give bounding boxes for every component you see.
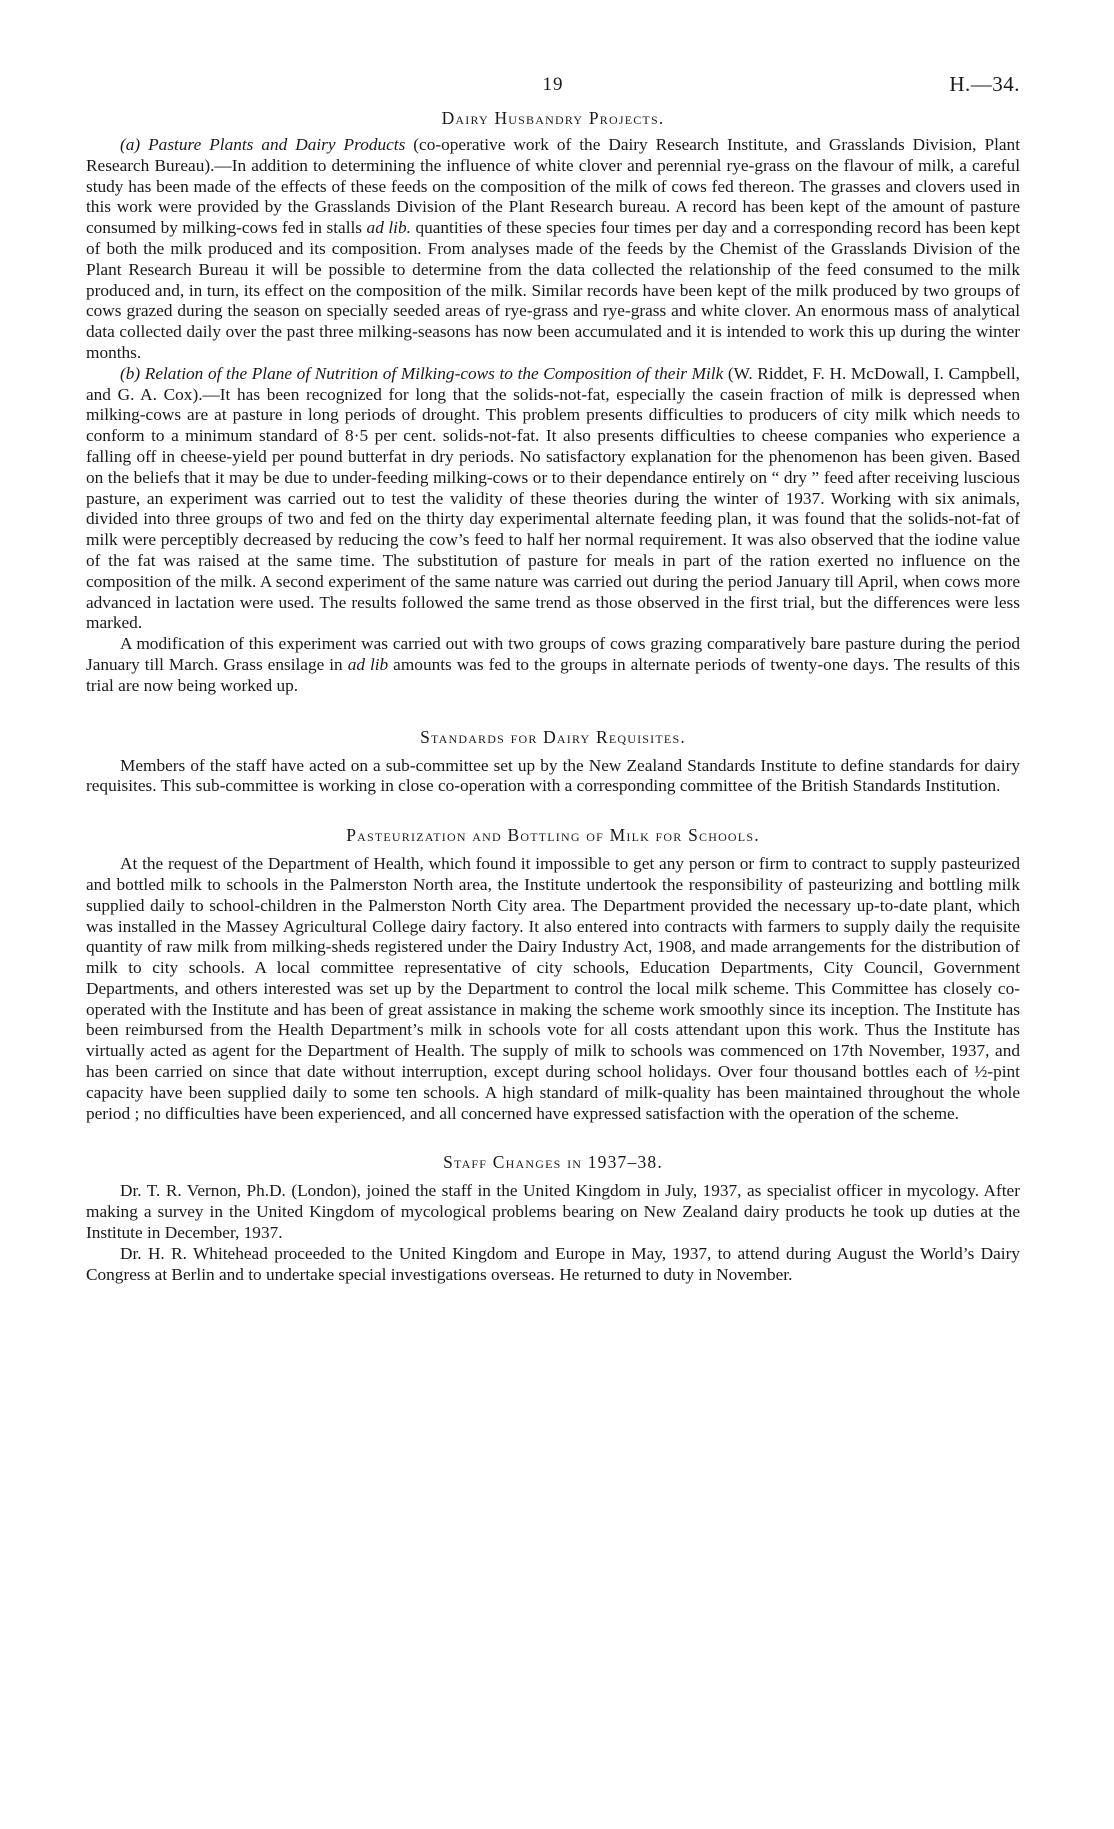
- heading-staff-changes: Staff Changes in 1937–38.: [443, 1152, 663, 1173]
- paragraph-text: (W. Riddet, F. H. McDowall, I. Campbell, and G. A. Cox).—It has been recognized for long that the solids-not-fat, especially the casein fraction of milk is depressed when milking-cows are at pasture in long periods of drought. This problem presents difficulties to producers of city milk which needs to conform to a minimum standard of 8·5 per cent. solids-not-fat. It also presents difficulties to cheese companies who experience a falling off in cheese-yield per pound butterfat in dry periods. No satisfactory explanation for the phenomenon has been given. Based on the beliefs that it may be due to under-feeding milking-cows or to their dependance entirely on “ dry ” feed after receiving luscious pasture, an experiment was carried out to test the validity of these theories during the winter of 1937. Working with six animals, divided into three groups of two and fed on the thirty day experimental alternate feeding plan, it was found that the solids-not-fat of milk were perceptibly decreased by reducing the cow’s feed to half her normal requirement. It was also observed that the iodine value of the fat was raised at the same time. The substitution of pasture for meals in part of the ration exerted no influence on the composition of the milk. A second experiment of the same nature was carried out during the period January till April, when cows more advanced in lactation were used. The results followed the same trend as those observed in the first trial, but the differences were less marked.: [86, 363, 1020, 633]
- report-code: H.—34.: [949, 72, 1020, 96]
- paragraph-label: (a) Pasture Plants and Dairy Products: [120, 135, 406, 154]
- paragraph-emphasis: ad lib.: [366, 218, 411, 238]
- paragraph-staff-vernon: Dr. T. R. Vernon, Ph.D. (London), joined the staff in the United Kingdom in July, 1937, as specialist officer in mycology. After making a survey in the United Kingdom of mycological problems bearing on New Zealand dairy products he took up duties at the Institute in December, 1937.: [86, 1181, 1020, 1243]
- heading-pasteurization: Pasteurization and Bottling of Milk for Schools.: [346, 825, 760, 846]
- paragraph-plane-of-nutrition: [86, 364, 1020, 634]
- heading-dairy-husbandry: Dairy Husbandry Projects.: [441, 108, 665, 128]
- document-page: [86, 66, 1020, 1285]
- paragraph-modification: [86, 634, 1020, 696]
- paragraph-staff-whitehead: Dr. H. R. Whitehead proceeded to the United Kingdom and Europe in May, 1937, to attend during August the World’s Dairy Congress at Berlin and to undertake special investigations overseas. He returned to duty in November.: [86, 1243, 1020, 1284]
- heading-standards: Standards for Dairy Requisites.: [420, 726, 686, 747]
- paragraph-standards: Members of the staff have acted on a sub-committee set up by the New Zealand Standards Institute to define standards for dairy requisites. This sub-committee is working in close co-operation with a corresponding committee of the British Standards Institution.: [86, 755, 1020, 796]
- paragraph-text: (co-operative work of the Dairy Research Institute, and Grasslands Division, Plant Research Bureau).—In addition to determining the influence of white clover and perennial rye-grass on the flavour of milk, a careful study has been made of the effects of these feeds on the composition of the milk of cows fed thereon. The grasses and clovers used in this work were provided by the Grasslands Division of the Plant Research bureau. A record has been kept of the amount of pasture consumed by milking-cows fed in stalls: [86, 135, 1020, 238]
- page-number: 19: [542, 74, 564, 95]
- paragraph-pasture-plants: [86, 135, 1020, 364]
- paragraph-text: amounts was fed to the groups in alternate periods of twenty-one days. The results of this trial are now being worked up.: [86, 654, 1020, 695]
- paragraph-emphasis: ad lib: [347, 654, 389, 674]
- paragraph-text: A modification of this experiment was carried out with two groups of cows grazing comparatively bare pasture during the period January till March. Grass ensilage in: [86, 634, 1020, 674]
- paragraph-label: (b) Relation of the Plane of Nutrition of Milking-cows to the Composition of their Milk: [120, 363, 724, 383]
- paragraph-pasteurization: At the request of the Department of Health, which found it impossible to get any person or firm to contract to supply pasteurized and bottled milk to schools in the Palmerston North area, the Institute undertook the responsibility of pasteurizing and bottling milk supplied daily to school-children in the Palmerston North City area. The Department provided the necessary up-to-date plant, which was installed in the Massey Agricultural College dairy factory. It also entered into contracts with farmers to supply daily the requisite quantity of raw milk from milking-sheds registered under the Dairy Industry Act, 1908, and made arrangements for the distribution of milk to city schools. A local committee representative of city schools, Education Departments, City Council, Government Departments, and others interested was set up by the Department to control the local milk scheme. This Committee has closely co-operated with the Institute and has been of great assistance in making the scheme work smoothly since its inception. The Institute has been reimbursed from the Health Department’s milk in schools vote for all costs attendant upon this work. Thus the Institute has virtually acted as agent for the Department of Health. The supply of milk to schools was commenced on 17th November, 1937, and has been carried on since that date without interruption, except during school holidays. Over four thousand bottles each of ½-pint capacity have been supplied daily to some ten schools. A high standard of milk-quality has been maintained throughout the whole period ; no difficulties have been experienced, and all concerned have expressed satisfaction with the operation of the scheme.: [86, 854, 1020, 1123]
- running-head: [86, 66, 1020, 106]
- paragraph-text: quantities of these species four times per day and a corresponding record has been kept of both the milk produced and its composition. From analyses made of the feeds by the Chemist of the Grasslands Division of the Plant Research Bureau it will be possible to determine from the data collected the relationship of the feed consumed to the milk produced and, in turn, its effect on the composition of the milk. Similar records have been kept of the milk produced by two groups of cows grazed during the season on specially seeded areas of rye-grass and rye-grass and white clover. An enormous mass of analytical data collected daily over the past three milking-seasons has now been accumulated and it is intended to work this up during the winter months.: [86, 218, 1021, 362]
